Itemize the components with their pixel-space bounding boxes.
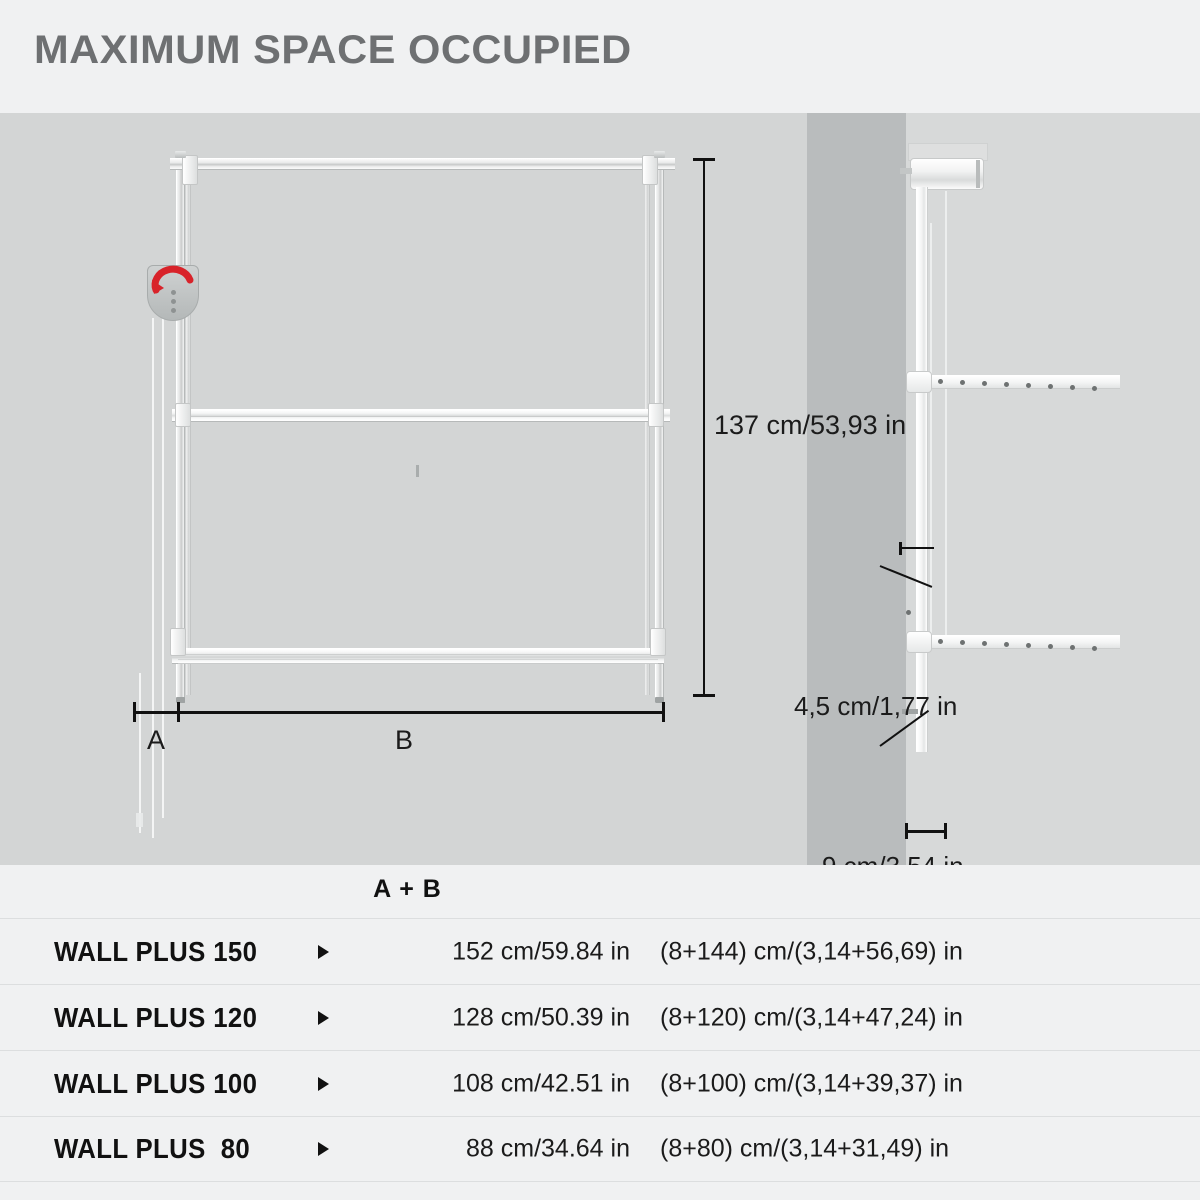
depth-dim-line [900,547,934,549]
cap-left [175,151,186,158]
side-hole [1004,382,1009,387]
chevron-right-icon [318,1011,329,1025]
bottom-rail-line-3 [178,663,658,664]
bracket-mid-right [648,403,664,427]
bottom-rail-line-2 [178,659,658,660]
height-dimension-label: 137 cm/53,93 in [714,410,907,440]
side-hole [1048,384,1053,389]
side-hole [1026,643,1031,648]
height-dim-tick-top [693,158,715,161]
cap-right [654,151,665,158]
vertical-post-right [655,163,664,703]
width-value: 128 cm/50.39 in [452,1003,630,1031]
wall-gap-tick-left [905,823,908,839]
center-marker [416,465,419,477]
wall-gap-tick-right [944,823,947,839]
width-dimension-line [133,711,665,714]
side-hole [1092,646,1097,651]
segment-b-label: B [395,725,414,755]
ab-value: (8+100) cm/(3,14+39,37) in [660,1069,963,1097]
depth-dimension-label: 4,5 cm/1,77 in [794,691,958,721]
side-hole [982,381,987,386]
chevron-right-icon [318,1077,329,1091]
bottom-rail [172,648,664,664]
ab-value: (8+80) cm/(3,14+31,49) in [660,1134,950,1163]
side-roller-cylinder [910,158,984,190]
model-name: WALL PLUS 80 [54,1133,251,1164]
bracket-top-left [182,155,198,185]
height-dim-tick-bottom [693,694,715,697]
wall-gap-dim-line [905,830,947,833]
chevron-right-icon [318,1142,329,1156]
width-dim-tick-end [662,702,665,722]
depth-dim-tick [899,542,902,555]
side-hole [960,380,965,385]
side-hole [1070,645,1075,650]
pull-cord-left [152,318,154,838]
ab-value: (8+144) cm/(3,14+56,69) in [660,937,963,965]
bracket-bot-right [650,628,666,656]
model-name: WALL PLUS 150 [54,935,258,967]
side-hole [1070,385,1075,390]
side-cyl-end [976,160,980,188]
vertical-post-left [176,163,185,703]
side-hole [906,610,911,615]
spec-table [0,865,1200,1200]
height-dimension-line [703,158,705,696]
segment-a-label: A [147,725,166,755]
side-view-rack [860,113,1200,865]
table-row[interactable] [0,1116,1200,1182]
ab-value: (8+120) cm/(3,14+47,24) in [660,1003,963,1031]
cord-handle [136,813,143,827]
width-value: 152 cm/59.84 in [452,937,630,965]
header-bar [0,0,1200,113]
pull-cord-tail [139,673,141,833]
mid-rail-line [178,416,664,417]
bracket-mid-left [175,403,191,427]
chevron-right-icon [318,945,329,959]
width-value: 108 cm/42.51 in [452,1069,630,1097]
bottom-rail-line-1 [178,654,658,655]
side-arm-lower [920,635,1120,649]
table-row[interactable] [0,984,1200,1050]
side-hole [938,379,943,384]
ab-column-header: A + B [373,875,442,903]
diagram-canvas [0,113,1200,865]
side-hole [982,641,987,646]
bracket-top-right [642,155,658,185]
model-name: WALL PLUS 120 [54,1001,258,1033]
side-hub-upper [906,371,932,393]
width-value: 88 cm/34.64 in [466,1134,630,1163]
width-dim-tick-a-b [177,702,180,722]
side-wire-1 [945,191,947,641]
top-rail [170,158,675,170]
vertical-post-left-inner [186,165,191,695]
side-cyl-knob [900,168,912,174]
side-hole [1048,644,1053,649]
side-arm-upper [920,375,1120,389]
side-vertical-post [916,187,928,752]
model-name: WALL PLUS 100 [54,1067,258,1099]
table-row[interactable] [0,918,1200,984]
table-row[interactable] [0,1050,1200,1116]
side-hole [1026,383,1031,388]
bracket-bot-left [170,628,186,656]
side-hub-lower [906,631,932,653]
pulley-housing [147,265,199,321]
vertical-post-right-inner [645,165,650,695]
side-hole [960,640,965,645]
width-dim-tick-start [133,702,136,722]
side-hole [938,639,943,644]
side-wire-2 [930,223,932,643]
side-hole [1004,642,1009,647]
page-title: MAXIMUM SPACE OCCUPIED [34,28,632,72]
side-hole [1092,386,1097,391]
